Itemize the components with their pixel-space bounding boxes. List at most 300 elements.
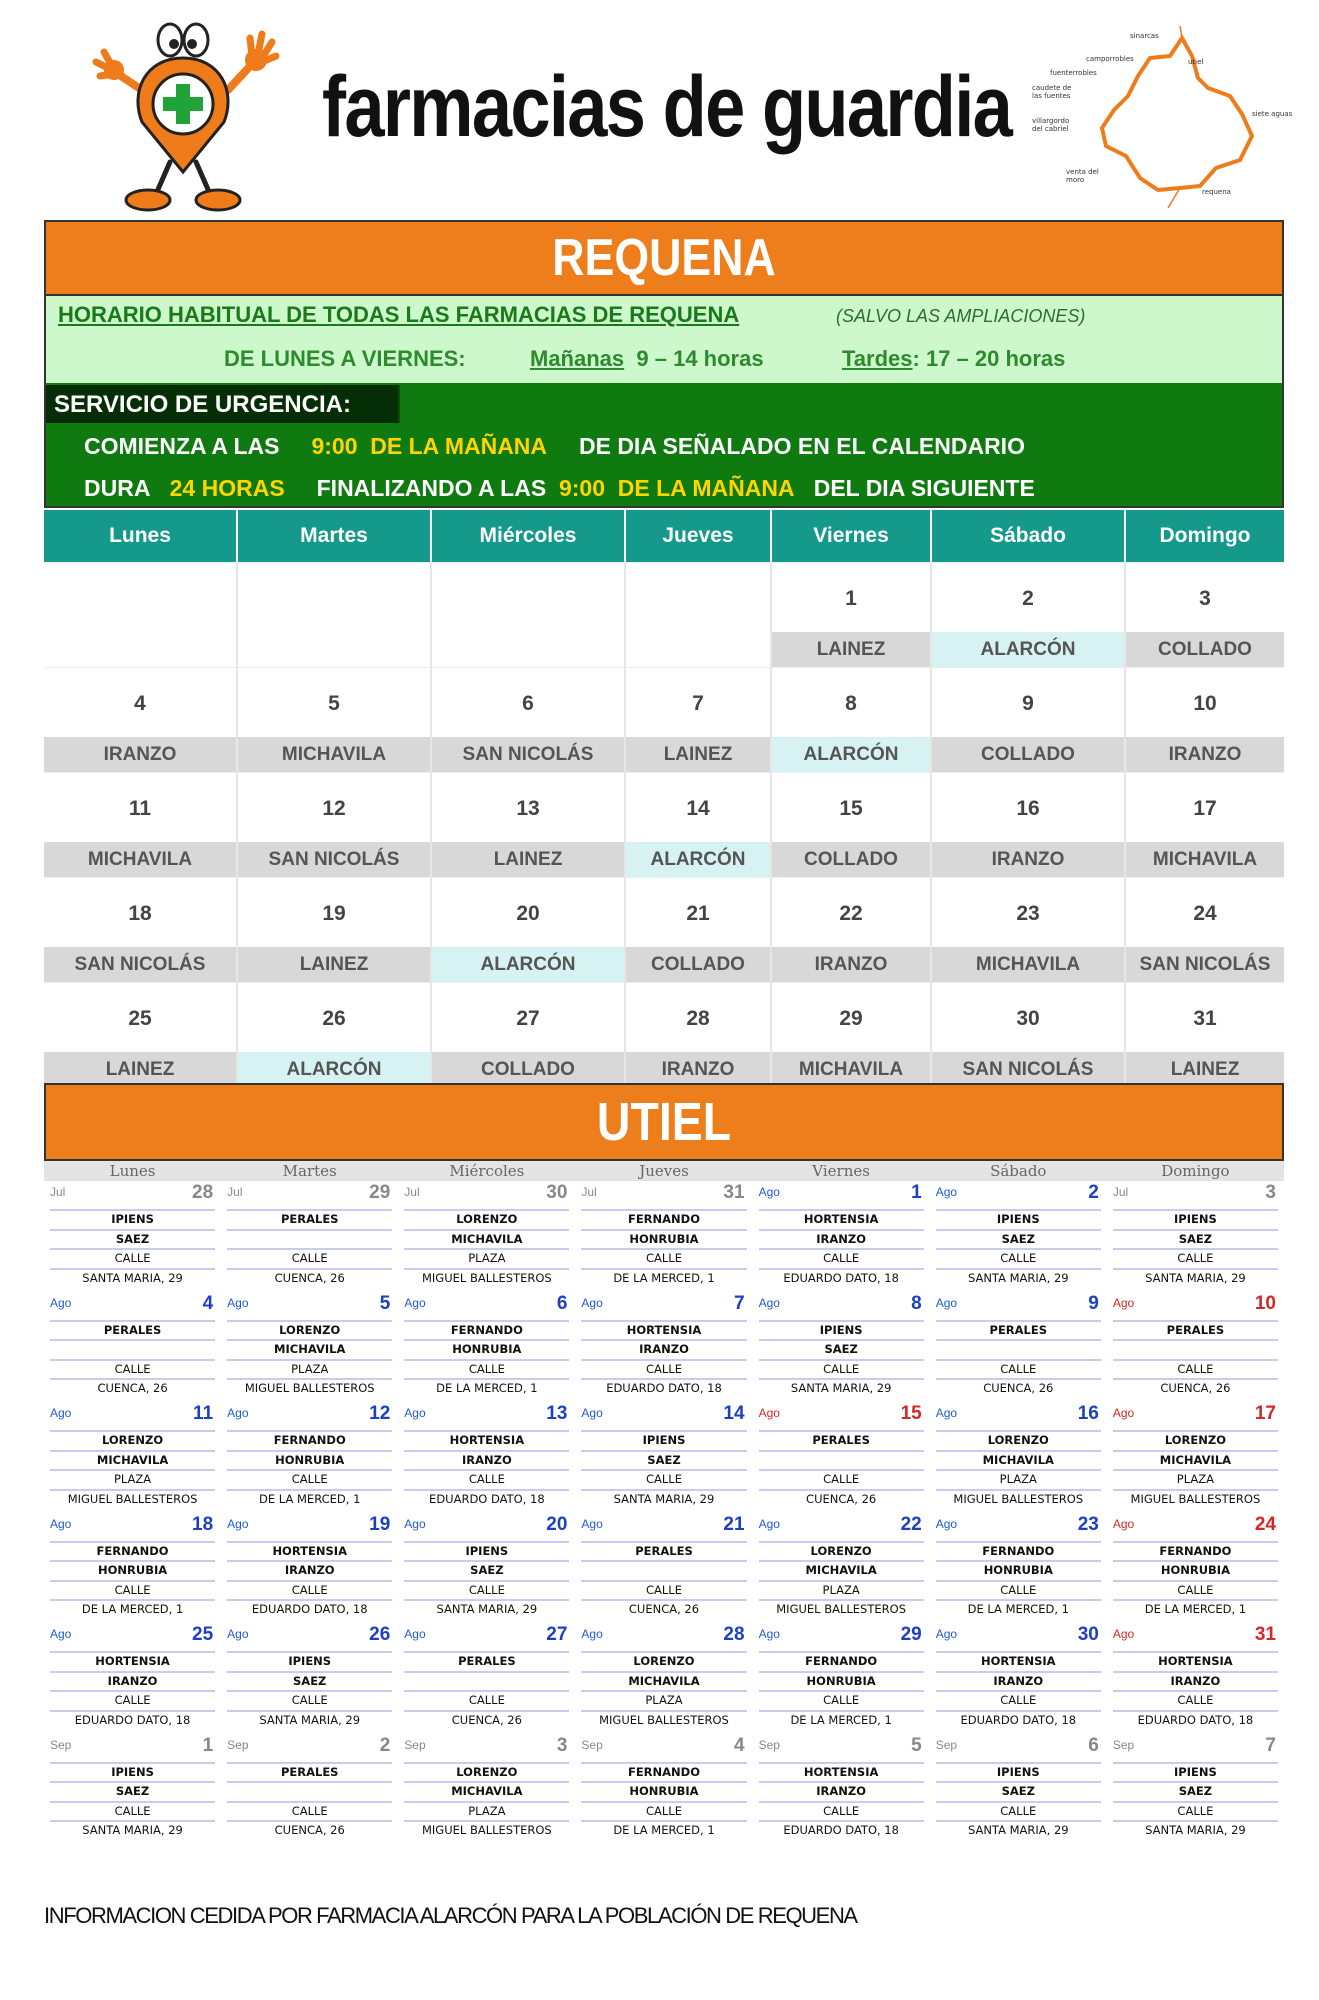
pharmacist-last-name: MICHAVILA <box>50 1450 215 1470</box>
pharmacist-first-name: LORENZO <box>759 1541 924 1561</box>
horario-morning <box>530 346 764 372</box>
day-header <box>50 1734 215 1762</box>
day-number: 31 <box>1193 1007 1217 1030</box>
day-number: 18 <box>192 1513 214 1535</box>
morning-label: Mañanas <box>530 346 625 371</box>
street-type: CALLE <box>581 1469 746 1489</box>
calendar-day <box>772 982 932 1087</box>
calendar-day <box>772 562 932 667</box>
pharmacist-first-name: HORTENSIA <box>759 1762 924 1782</box>
street-address: CUENCA, 26 <box>50 1378 215 1398</box>
pharmacy-name: MICHAVILA <box>44 842 236 877</box>
street-type: CALLE <box>1113 1690 1278 1710</box>
calendar-day <box>221 1292 398 1403</box>
urgencia-panel <box>44 383 1284 508</box>
urg-time: 9:00 <box>558 475 606 501</box>
pharmacist-last-name: HONRUBIA <box>50 1560 215 1580</box>
street-type: PLAZA <box>1113 1469 1278 1489</box>
pharmacy-name: COLLADO <box>932 737 1124 772</box>
street-address: MIGUEL BALLESTEROS <box>936 1489 1101 1509</box>
month-label: Sep <box>935 1737 958 1752</box>
pharmacist-first-name: LORENZO <box>1113 1430 1278 1450</box>
day-number: 29 <box>900 1624 922 1645</box>
map-label: siete aguas <box>1252 110 1293 118</box>
region-map <box>1030 18 1300 213</box>
calendar-day <box>626 772 772 877</box>
street-address: EDUARDO DATO, 18 <box>1113 1710 1278 1730</box>
street-type: CALLE <box>936 1580 1101 1600</box>
day-number: 25 <box>192 1624 214 1645</box>
street-address: CUENCA, 26 <box>404 1710 569 1730</box>
urg-text: FINALIZANDO A LAS <box>316 475 547 501</box>
day-number: 10 <box>1254 1292 1276 1314</box>
map-label: fuenterrobles <box>1050 69 1097 77</box>
weekday-header: Miércoles <box>449 1162 525 1180</box>
day-header <box>50 1402 215 1430</box>
street-type: PLAZA <box>404 1801 569 1821</box>
calendar-day <box>44 1734 221 1845</box>
month-label: Jul <box>581 1185 597 1199</box>
day-number: 6 <box>556 1292 568 1314</box>
day-number: 2 <box>1022 587 1034 610</box>
day-header <box>581 1292 746 1320</box>
street-address: SANTA MARIA, 29 <box>936 1820 1101 1840</box>
day-number: 1 <box>202 1734 214 1756</box>
pharmacist-first-name: IPIENS <box>50 1209 215 1229</box>
pharmacist-last-name: MICHAVILA <box>936 1450 1101 1470</box>
pharmacist-last-name: IRANZO <box>50 1671 215 1691</box>
day-number: 26 <box>369 1624 391 1645</box>
street-address: DE LA MERCED, 1 <box>50 1599 215 1619</box>
street-type: CALLE <box>404 1469 569 1489</box>
pharmacist-first-name: PERALES <box>50 1320 215 1340</box>
day-number: 5 <box>911 1734 922 1756</box>
street-address: CUENCA, 26 <box>1113 1378 1278 1398</box>
street-address: CUENCA, 26 <box>759 1489 924 1509</box>
calendar-day <box>575 1402 752 1513</box>
map-label: requena <box>1202 188 1231 196</box>
day-number: 8 <box>845 692 857 715</box>
street-address: EDUARDO DATO, 18 <box>404 1489 569 1509</box>
street-type: CALLE <box>581 1248 746 1268</box>
day-header <box>404 1513 569 1541</box>
month-label: Sep <box>50 1737 72 1752</box>
street-address: CUENCA, 26 <box>227 1820 392 1840</box>
calendar-day <box>398 1292 575 1403</box>
day-number: 16 <box>1016 797 1040 820</box>
calendar-day <box>575 1292 752 1403</box>
street-type: CALLE <box>759 1690 924 1710</box>
pharmacist-last-name: HONRUBIA <box>581 1781 746 1801</box>
pharmacist-last-name: HONRUBIA <box>1113 1560 1278 1580</box>
requena-title: REQUENA <box>552 229 776 287</box>
day-number: 4 <box>202 1292 214 1314</box>
pharmacy-name: SAN NICOLÁS <box>932 1052 1124 1087</box>
map-label: venta del moro <box>1066 168 1099 184</box>
pharmacist-first-name: HORTENSIA <box>759 1209 924 1229</box>
street-address: EDUARDO DATO, 18 <box>50 1710 215 1730</box>
pharmacy-name: MICHAVILA <box>1126 842 1284 877</box>
weekday-header: Domingo <box>1159 524 1251 547</box>
pharmacy-name: LAINEZ <box>626 737 770 772</box>
day-header <box>50 1513 215 1541</box>
day-header <box>759 1734 924 1762</box>
day-number: 22 <box>900 1513 922 1535</box>
pharmacist-first-name: FERNANDO <box>581 1762 746 1782</box>
pharmacist-first-name: HORTENSIA <box>581 1320 746 1340</box>
day-number: 15 <box>900 1403 922 1424</box>
pharmacist-last-name: SAEZ <box>50 1229 215 1249</box>
pharmacy-name: ALARCÓN <box>432 947 624 982</box>
month-label: Ago <box>581 1406 603 1420</box>
pharmacist-last-name: IRANZO <box>581 1339 746 1359</box>
month-label: Ago <box>935 1516 958 1531</box>
map-label: sinarcas <box>1130 32 1159 40</box>
day-number: 23 <box>1016 902 1040 925</box>
calendar-day <box>221 1402 398 1513</box>
calendar-day <box>44 772 238 877</box>
day-number: 17 <box>1254 1403 1276 1424</box>
day-number: 28 <box>192 1182 214 1203</box>
street-type: CALLE <box>227 1248 392 1268</box>
urg-time: 9:00 <box>311 433 358 459</box>
pharmacist-last-name <box>936 1339 1101 1359</box>
calendar-day <box>575 1623 752 1734</box>
pharmacist-last-name: SAEZ <box>227 1671 392 1691</box>
calendar-day <box>221 1513 398 1624</box>
calendar-day <box>1107 1734 1284 1845</box>
street-address: EDUARDO DATO, 18 <box>759 1820 924 1840</box>
day-number: 12 <box>369 1403 391 1424</box>
map-label: villargordo del cabriel <box>1032 117 1070 133</box>
month-label: Ago <box>935 1185 958 1199</box>
day-number: 6 <box>1088 1734 1099 1756</box>
pharmacist-last-name: HONRUBIA <box>227 1450 392 1470</box>
day-header <box>227 1734 392 1762</box>
pharmacy-name: ALARCÓN <box>626 842 770 877</box>
calendar-day <box>238 982 432 1087</box>
month-label: Ago <box>50 1627 72 1641</box>
street-type: CALLE <box>1113 1580 1278 1600</box>
weekday-header: Miércoles <box>432 510 626 562</box>
pharmacy-name: LAINEZ <box>1126 1052 1284 1087</box>
utiel-weekday-header <box>44 1161 1284 1181</box>
street-address: SANTA MARIA, 29 <box>404 1599 569 1619</box>
pharmacy-name: ALARCÓN <box>772 737 930 772</box>
day-header <box>936 1513 1101 1541</box>
weekday-header: Sábado <box>932 510 1126 562</box>
weekday-header: Martes <box>238 510 432 562</box>
pharmacist-last-name: MICHAVILA <box>404 1781 569 1801</box>
street-type: CALLE <box>50 1580 215 1600</box>
pharmacist-first-name: LORENZO <box>581 1651 746 1671</box>
urg-text: DURA <box>84 475 151 501</box>
calendar-day <box>932 667 1126 772</box>
urg-text: DE DIA SEÑALADO EN EL CALENDARIO <box>578 433 1025 459</box>
street-type: CALLE <box>50 1690 215 1710</box>
calendar-day <box>932 562 1126 667</box>
pharmacist-last-name: SAEZ <box>936 1229 1101 1249</box>
calendar-day <box>44 667 238 772</box>
pharmacist-last-name: MICHAVILA <box>581 1671 746 1691</box>
utiel-title: UTIEL <box>596 1092 732 1152</box>
urgencia-tab <box>46 385 400 423</box>
month-label: Ago <box>227 1627 249 1641</box>
street-type: PLAZA <box>936 1469 1101 1489</box>
calendar-day <box>772 772 932 877</box>
weekday-header: Lunes <box>44 510 238 562</box>
pharmacist-last-name <box>581 1560 746 1580</box>
pharmacist-first-name: FERNANDO <box>50 1541 215 1561</box>
street-type: CALLE <box>227 1690 392 1710</box>
day-header <box>936 1623 1101 1651</box>
horario-afternoon <box>842 346 1065 372</box>
day-number: 17 <box>1193 797 1217 820</box>
pharmacist-first-name: PERALES <box>227 1762 392 1782</box>
day-header <box>759 1181 924 1209</box>
street-type: CALLE <box>227 1801 392 1821</box>
calendar-day <box>772 667 932 772</box>
street-type: CALLE <box>759 1248 924 1268</box>
pharmacist-last-name: HONRUBIA <box>936 1560 1101 1580</box>
street-address: MIGUEL BALLESTEROS <box>50 1489 215 1509</box>
calendar-day <box>432 877 626 982</box>
pharmacist-last-name: IRANZO <box>759 1229 924 1249</box>
month-label: Ago <box>227 1406 249 1420</box>
month-label: Ago <box>758 1185 780 1199</box>
day-header <box>581 1181 746 1209</box>
calendar-day <box>626 982 772 1087</box>
calendar-day <box>930 1623 1107 1734</box>
day-number: 16 <box>1077 1403 1099 1424</box>
pharmacist-last-name <box>404 1671 569 1691</box>
calendar-week <box>44 1292 1284 1403</box>
horario-days: DE LUNES A VIERNES: <box>224 346 466 371</box>
day-number: 28 <box>686 1007 710 1030</box>
street-address: MIGUEL BALLESTEROS <box>227 1378 392 1398</box>
calendar-day <box>1126 772 1284 877</box>
requena-weeks <box>44 562 1284 1087</box>
calendar-day <box>753 1292 930 1403</box>
month-label: Sep <box>758 1737 780 1752</box>
calendar-day <box>221 1623 398 1734</box>
day-number: 4 <box>733 1734 745 1756</box>
calendar-day <box>398 1513 575 1624</box>
calendar-day <box>930 1513 1107 1624</box>
weekday-header: Viernes <box>812 1162 870 1180</box>
calendar-day <box>44 877 238 982</box>
pharmacist-first-name: FERNANDO <box>404 1320 569 1340</box>
street-address: CUENCA, 26 <box>581 1599 746 1619</box>
day-number: 24 <box>1254 1513 1276 1535</box>
calendar-day <box>930 1181 1107 1292</box>
day-number: 10 <box>1193 692 1217 715</box>
calendar-day <box>930 1402 1107 1513</box>
pharmacist-last-name <box>759 1450 924 1470</box>
day-header <box>50 1623 215 1651</box>
street-type: PLAZA <box>581 1690 746 1710</box>
requena-banner <box>44 220 1284 296</box>
calendar-week <box>44 1513 1284 1624</box>
pharmacy-name: COLLADO <box>772 842 930 877</box>
utiel-banner <box>44 1083 1284 1161</box>
day-number: 21 <box>686 902 710 925</box>
calendar-day <box>44 1181 221 1292</box>
day-header <box>404 1734 569 1762</box>
page-title: farmacias de guardia <box>322 59 1012 155</box>
day-header <box>936 1181 1101 1209</box>
day-number: 24 <box>1193 902 1217 925</box>
pharmacy-name: SAN NICOLÁS <box>238 842 430 877</box>
street-address: DE LA MERCED, 1 <box>1113 1599 1278 1619</box>
pharmacy-name: MICHAVILA <box>238 737 430 772</box>
horario-title: HORARIO HABITUAL DE TODAS LAS FARMACIAS DE REQUENA <box>58 302 740 327</box>
calendar-day <box>932 877 1126 982</box>
street-type: CALLE <box>936 1359 1101 1379</box>
calendar-week <box>44 1181 1284 1292</box>
street-type: CALLE <box>936 1801 1101 1821</box>
pharmacist-last-name: SAEZ <box>50 1781 215 1801</box>
day-number: 30 <box>546 1182 568 1203</box>
month-label: Ago <box>935 1295 958 1310</box>
calendar-day <box>1107 1623 1284 1734</box>
weekday-header: Domingo <box>1161 1162 1230 1180</box>
day-number: 2 <box>379 1734 391 1756</box>
pharmacy-name: LAINEZ <box>44 1052 236 1087</box>
pharmacist-last-name: SAEZ <box>759 1339 924 1359</box>
calendar-day <box>44 982 238 1087</box>
calendar-day <box>1107 1181 1284 1292</box>
month-label: Ago <box>935 1406 958 1420</box>
street-type: CALLE <box>581 1580 746 1600</box>
pharmacist-first-name: IPIENS <box>759 1320 924 1340</box>
pharmacist-first-name: FERNANDO <box>1113 1541 1278 1561</box>
day-header <box>404 1402 569 1430</box>
footer-credit: INFORMACION CEDIDA POR FARMACIA ALARCÓN PARA LA POBLACIÓN DE REQUENA <box>44 1903 857 1928</box>
pharmacist-first-name: IPIENS <box>1113 1209 1278 1229</box>
pharmacist-last-name <box>227 1229 392 1249</box>
day-header <box>759 1292 924 1320</box>
day-number: 15 <box>839 797 863 820</box>
day-number: 6 <box>522 692 534 715</box>
calendar-day <box>1107 1292 1284 1403</box>
pharmacy-name: IRANZO <box>772 947 930 982</box>
street-type: CALLE <box>227 1580 392 1600</box>
pharmacist-first-name: LORENZO <box>404 1762 569 1782</box>
calendar-day <box>772 877 932 982</box>
day-header <box>936 1734 1101 1762</box>
pharmacist-first-name: IPIENS <box>404 1541 569 1561</box>
month-label: Sep <box>227 1737 249 1752</box>
calendar-day <box>238 562 432 667</box>
pharmacy-name: MICHAVILA <box>772 1052 930 1087</box>
street-type: CALLE <box>50 1248 215 1268</box>
day-number: 5 <box>379 1292 391 1314</box>
calendar-day <box>753 1402 930 1513</box>
pharmacist-first-name: PERALES <box>404 1651 569 1671</box>
day-number: 26 <box>322 1007 346 1030</box>
street-type: CALLE <box>404 1580 569 1600</box>
urg-duration: 24 HORAS <box>169 475 285 501</box>
pharmacist-first-name: FERNANDO <box>227 1430 392 1450</box>
day-number: 25 <box>128 1007 152 1030</box>
day-header <box>581 1402 746 1430</box>
pharmacy-name: LAINEZ <box>432 842 624 877</box>
calendar-day <box>221 1181 398 1292</box>
day-number: 29 <box>369 1182 391 1203</box>
pharmacist-first-name: IPIENS <box>227 1651 392 1671</box>
day-header <box>581 1623 746 1651</box>
urgencia-line-1 <box>84 433 1025 460</box>
pharmacist-last-name: IRANZO <box>404 1450 569 1470</box>
street-address: MIGUEL BALLESTEROS <box>759 1599 924 1619</box>
pharmacist-first-name: HORTENSIA <box>50 1651 215 1671</box>
street-address: CUENCA, 26 <box>936 1378 1101 1398</box>
street-type: PLAZA <box>50 1469 215 1489</box>
day-header <box>759 1513 924 1541</box>
map-label: utiel <box>1188 58 1204 66</box>
day-number: 11 <box>128 797 152 820</box>
weekday-header: Jueves <box>626 510 772 562</box>
calendar-week <box>44 1402 1284 1513</box>
pharmacy-name: COLLADO <box>1126 632 1284 667</box>
day-number: 13 <box>516 797 540 820</box>
day-number: 1 <box>911 1182 922 1203</box>
pharmacist-last-name: MICHAVILA <box>227 1339 392 1359</box>
calendar-day <box>1126 667 1284 772</box>
pharmacist-first-name: HORTENSIA <box>1113 1651 1278 1671</box>
day-number: 19 <box>322 902 346 925</box>
month-label: Ago <box>1112 1627 1135 1641</box>
day-header <box>227 1292 392 1320</box>
pharmacist-first-name: IPIENS <box>581 1430 746 1450</box>
month-label: Ago <box>581 1516 603 1531</box>
day-header <box>227 1402 392 1430</box>
pharmacist-first-name: HORTENSIA <box>936 1651 1101 1671</box>
day-number: 13 <box>546 1403 568 1424</box>
calendar-day <box>44 1623 221 1734</box>
street-type: CALLE <box>227 1469 392 1489</box>
day-header <box>227 1623 392 1651</box>
calendar-day <box>932 982 1126 1087</box>
map-label: caudete de las fuentes <box>1032 84 1072 100</box>
day-number: 22 <box>839 902 863 925</box>
day-header <box>50 1292 215 1320</box>
pharmacist-last-name: MICHAVILA <box>1113 1450 1278 1470</box>
pharmacist-first-name: HORTENSIA <box>404 1430 569 1450</box>
pharmacy-name: IRANZO <box>1126 737 1284 772</box>
requena-weekday-header <box>44 510 1284 562</box>
calendar-day <box>238 877 432 982</box>
day-header <box>1113 1402 1278 1430</box>
month-label: Ago <box>758 1627 780 1641</box>
calendar-day <box>753 1623 930 1734</box>
month-label: Ago <box>758 1295 780 1310</box>
pharmacy-name: SAN NICOLÁS <box>1126 947 1284 982</box>
day-number: 20 <box>516 902 540 925</box>
month-label: Ago <box>1112 1295 1135 1310</box>
calendar-day <box>1107 1513 1284 1624</box>
day-number: 7 <box>733 1292 745 1314</box>
pharmacist-first-name: PERALES <box>1113 1320 1278 1340</box>
calendar-day <box>626 877 772 982</box>
pharmacist-last-name: IRANZO <box>936 1671 1101 1691</box>
pharmacist-last-name: SAEZ <box>1113 1229 1278 1249</box>
day-header <box>227 1181 392 1209</box>
day-number: 2 <box>1088 1182 1099 1203</box>
street-address: MIGUEL BALLESTEROS <box>1113 1489 1278 1509</box>
day-header <box>1113 1292 1278 1320</box>
